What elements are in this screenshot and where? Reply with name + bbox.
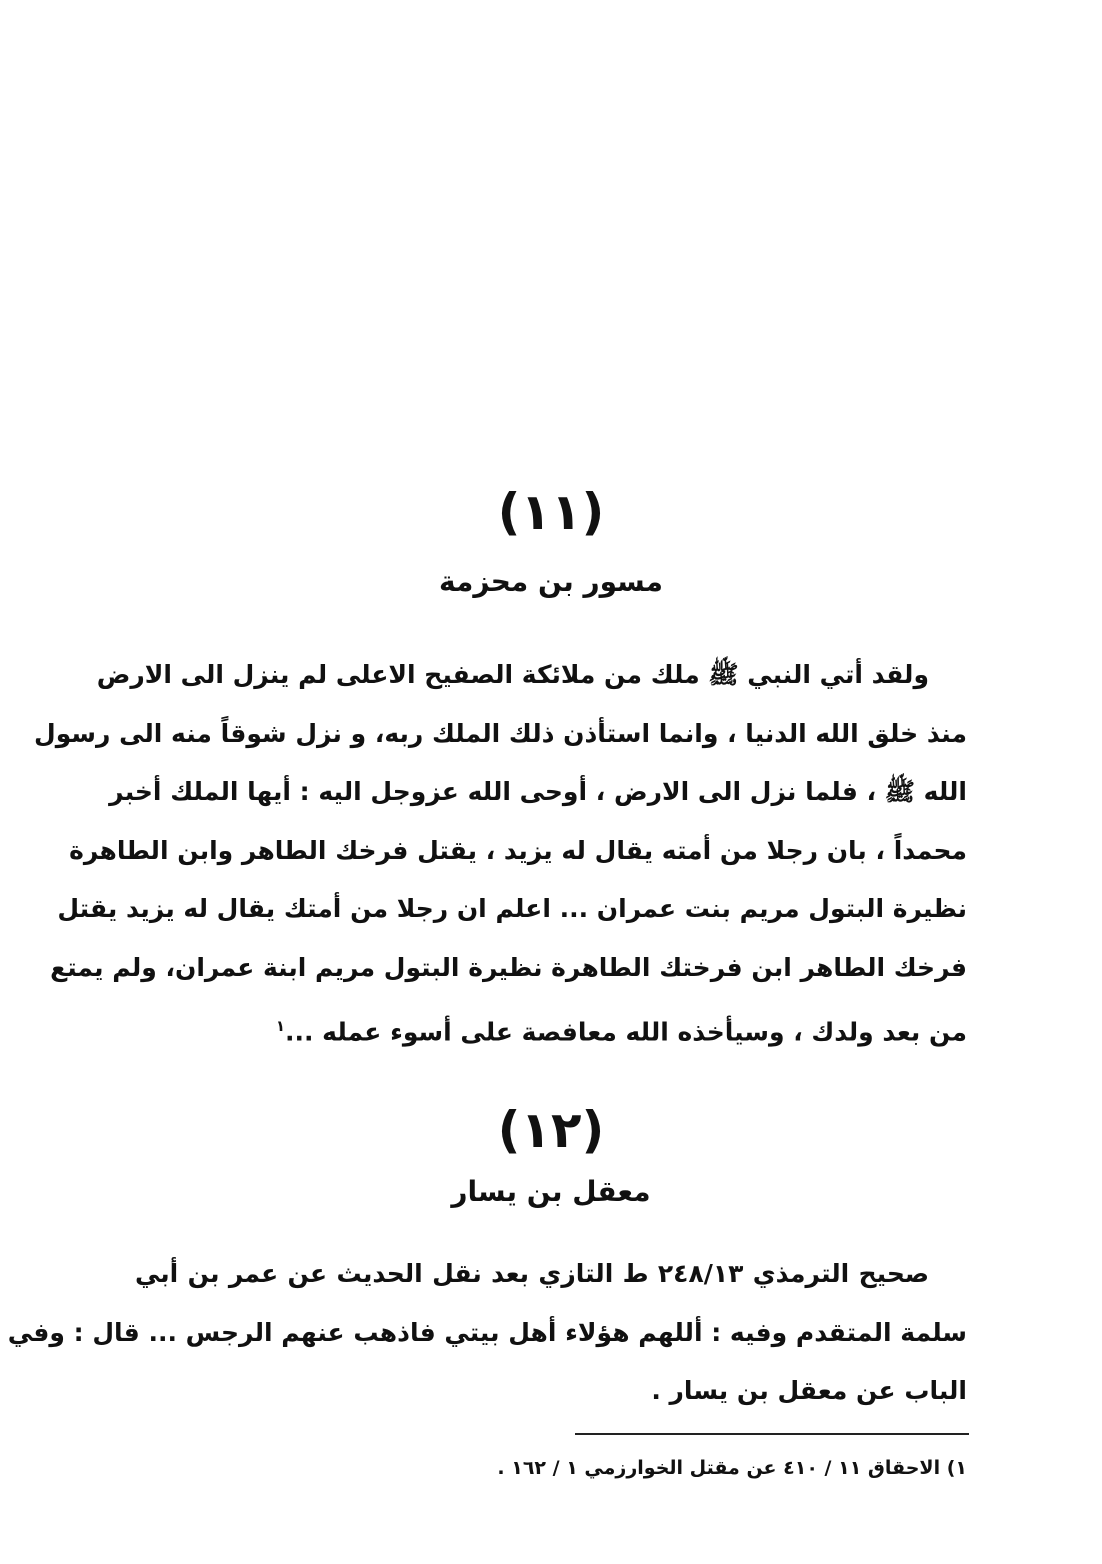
paragraph-line: الله ﷺ ، فلما نزل الى الارض ، أوحى الله عزوجل اليه : أيها الملك أخبر — [109, 777, 967, 806]
paragraph-line: سلمة المتقدم وفيه : أللهم هؤلاء أهل بيتي فاذهب عنهم الرجس ... قال : وفي — [7, 1317, 967, 1347]
paragraph-line: نظيرة البتول مريم بنت عمران ... اعلم ان رجلا من أمتك يقال له يزيد يقتل — [57, 894, 967, 923]
section-11-paragraph — [34, 646, 967, 1062]
paragraph-line-last — [135, 997, 967, 1062]
paragraph-line-last: الباب عن معقل بن يسار . — [651, 1376, 967, 1405]
section-12-paragraph — [7, 1245, 967, 1421]
section-number-11: (١١) — [497, 483, 605, 541]
paragraph-line: محمداً ، بان رجلا من أمته يقال له يزيد ، يقتل فرخك الطاهر وابن الطاهرة — [69, 835, 967, 865]
footnote-marker[interactable]: ١ — [275, 1017, 285, 1035]
paragraph-line: فرخك الطاهر ابن فرختك الطاهرة نظيرة البتول مريم ابنة عمران، ولم يمتع — [50, 952, 967, 982]
section-number-12: (١٢) — [497, 1101, 605, 1159]
paragraph-line: ولقد أتي النبي ﷺ ملك من ملائكة الصفيح الاعلى لم ينزل الى الارض — [96, 660, 929, 689]
paragraph-line-text: من بعد ولدك ، وسيأخذه الله معافصة على أسوء عمله ... — [284, 1017, 967, 1047]
footnote-text: ١) الاحقاق ١١ / ٤١٠ عن مقتل الخوارزمي ١ / ١٦٢ . — [497, 1457, 967, 1479]
paragraph-line: صحيح الترمذي ٢٤٨/١٣ ط التازي بعد نقل الحديث عن عمر بن أبي — [135, 1259, 929, 1288]
paragraph-line: منذ خلق الله الدنيا ، وانما استأذن ذلك الملك ربه، و نزل شوقاً منه الى رسول — [34, 718, 967, 748]
section-title-12: معقل بن يسار — [451, 1175, 651, 1208]
footnote-divider — [575, 1433, 969, 1435]
section-title-11: مسور بن محزمة — [439, 565, 663, 598]
